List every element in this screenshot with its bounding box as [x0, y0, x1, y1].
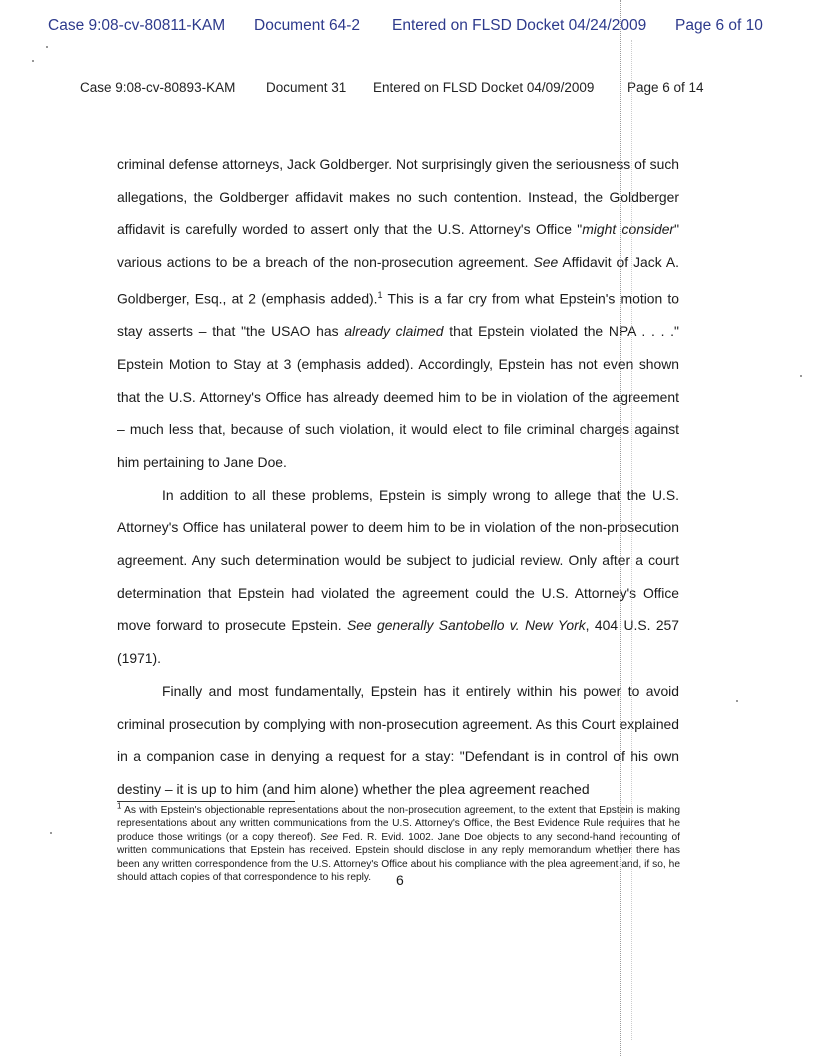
paragraph-fundamental	[117, 675, 679, 806]
text-run: Affidavit of Jack A. Goldberger, Esq., at 2 (emphasis added).	[117, 254, 679, 307]
text-run: In addition to all these problems, Epstein is simply wrong to allege that the U.S. Attorney's Office has unilateral power to deem him to be in violation of the non-prosecution agreement. Any such determination would be subject to judicial review. Only after a court determination that Epstein had violated the agreement could the U.S. Attorney's Office move forward to prosecute Epstein.	[117, 486, 679, 634]
text-run: that Epstein violated the NPA . . . ." Epstein Motion to Stay at 3 (emphasis added). Accordingly, Epstein has not even shown that the U.S. Attorney's Office has already deemed him to be in violation of the agreement – much less that, because of such violation, it would elect to file criminal charges against him pertaining to Jane Doe.	[117, 323, 679, 470]
footnote-reference: 1	[377, 289, 383, 300]
outer-docket-header	[48, 17, 778, 35]
inner-entered-date: Entered on FLSD Docket 04/09/2009	[373, 80, 595, 95]
text-run: Finally and most fundamentally, Epstein has it entirely within his power to avoid criminal prosecution by complying with non-prosecution agreement. As this Court explained in a companion case in denying a request for a stay: "Defendant is in control of his own destiny – it is up to him (and him alone) whether the plea agreement reached	[117, 682, 679, 797]
outer-case-number: Case 9:08-cv-80811-KAM	[48, 17, 226, 34]
scan-artifact-line	[620, 0, 621, 1056]
outer-page-count: Page 6 of 10	[675, 17, 763, 34]
inner-case-number: Case 9:08-cv-80893-KAM	[80, 80, 236, 95]
page-number: 6	[396, 872, 404, 888]
scan-speck	[46, 46, 48, 48]
footnote-italic: See	[320, 831, 339, 843]
case-citation: See generally Santobello v. New York	[346, 617, 586, 634]
footnote-separator	[117, 801, 295, 802]
italic-run: might consider	[582, 221, 675, 238]
italic-run: already claimed	[344, 323, 444, 340]
inner-page-count: Page 6 of 14	[627, 80, 704, 95]
footnote-text: Fed. R. Evid. 1002. Jane Doe objects to any second-hand recounting of written communications that Epstein has received. Epstein should disclose in any reply memorandum whether there has been any written correspondence from the U.S. Attorney's Office about his compliance with the plea agreement and, if so, he should attach copies of that correspondence to his reply.	[117, 831, 680, 884]
text-run: " various actions to be a breach of the non-prosecution agreement.	[117, 221, 679, 271]
scan-speck	[50, 832, 52, 834]
paragraph-judicial-review	[117, 479, 679, 675]
inner-document-number: Document 31	[266, 80, 347, 95]
scan-artifact-line	[631, 40, 632, 1040]
paragraph-continuation	[117, 148, 679, 479]
footnote-text: As with Epstein's objectionable representations about the non-prosecution agreement, to the extent that Epstein is making representations about any written communications from the U.S. Attorney's Office, the Best Evidence Rule requires that he produce those writings (or a copy thereof).	[117, 805, 680, 843]
scan-speck	[800, 375, 802, 377]
document-body	[117, 148, 679, 806]
italic-run: See	[533, 254, 559, 271]
text-run: This is a far cry from what Epstein's motion to stay asserts – that "the USAO has	[117, 290, 679, 340]
text-run: criminal defense attorneys, Jack Goldberger. Not surprisingly given the seriousness of such allegations, the Goldberger affidavit makes no such contention. Instead, the Goldberger affidavit is carefully worded to assert only that the U.S. Attorney's Office "	[117, 156, 679, 238]
footnote-number: 1	[117, 801, 122, 811]
outer-entered-date: Entered on FLSD Docket 04/24/2009	[392, 17, 647, 34]
outer-document-number: Document 64-2	[254, 17, 360, 34]
inner-docket-header	[80, 80, 720, 95]
scan-speck	[736, 700, 738, 702]
scan-speck	[32, 60, 34, 62]
text-run: , 404 U.S. 257 (1971).	[117, 617, 680, 667]
